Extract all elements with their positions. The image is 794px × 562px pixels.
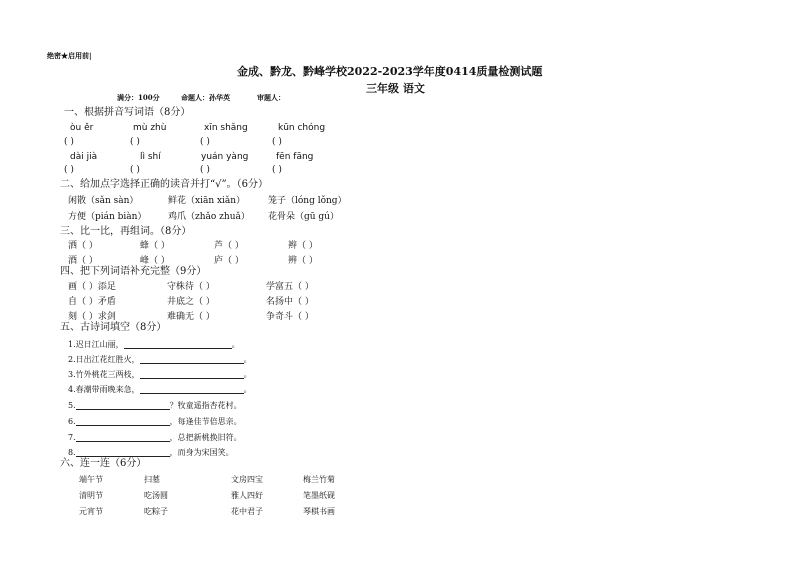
poem-line: 1.迟日江山丽， 。	[68, 340, 240, 349]
q4-item[interactable]: 名扬中（ ）	[266, 297, 314, 307]
poem-blank[interactable]	[140, 355, 244, 364]
q2-item[interactable]: 鸡爪（zhǎo zhuǎ）	[168, 212, 250, 222]
q1-pinyin-7: yuán yàng	[201, 152, 249, 162]
festival-item[interactable]: 端午节	[79, 475, 103, 484]
term-item[interactable]: 雅人四好	[231, 491, 263, 500]
q3-item[interactable]: 庐（ ）	[214, 256, 244, 266]
poem-blank[interactable]	[76, 417, 170, 426]
reviewer-label: 审题人：	[257, 93, 285, 102]
poem-blank[interactable]	[76, 401, 170, 410]
q5-title: 五、古诗词填空（8分）	[60, 322, 167, 333]
q2-item[interactable]: 花骨朵（gū gú）	[268, 212, 339, 222]
q1-answer-box[interactable]: ( )	[130, 165, 140, 175]
poem-line: 7. ，总把新桃换旧符。	[68, 433, 242, 442]
q1-answer-box[interactable]: ( )	[272, 165, 282, 175]
term-item[interactable]: 花中君子	[231, 507, 263, 516]
poem-line: 8. ，而身为宋国笑。	[68, 448, 234, 457]
custom-item[interactable]: 扫墓	[144, 475, 160, 484]
poem-blank[interactable]	[76, 448, 170, 457]
poem-blank[interactable]	[124, 340, 232, 349]
q1-answer-box[interactable]: ( )	[200, 165, 210, 175]
q4-item[interactable]: 刻（ ）求剑	[68, 312, 116, 322]
poem-line: 3.竹外桃花三两枝， 。	[68, 370, 252, 379]
q1-title: 一、根据拼音写词语（8分）	[64, 107, 191, 118]
q1-pinyin-8: fēn fāng	[276, 152, 314, 162]
q1-answer-box[interactable]: ( )	[64, 137, 74, 147]
meaning-item[interactable]: 笔墨纸砚	[303, 491, 335, 500]
q1-answer-box[interactable]: ( )	[130, 137, 140, 147]
festival-item[interactable]: 元宵节	[79, 507, 103, 516]
poem-line: 2.日出江花红胜火， 。	[68, 355, 252, 364]
q1-pinyin-3: xīn shǎng	[204, 123, 248, 133]
poem-blank[interactable]	[140, 370, 244, 379]
q2-item[interactable]: 方便（pián biàn）	[68, 212, 147, 222]
custom-item[interactable]: 吃粽子	[144, 507, 168, 516]
meaning-item[interactable]: 梅兰竹菊	[303, 475, 335, 484]
q2-item[interactable]: 笼子（lóng lǒng）	[268, 196, 347, 206]
q1-pinyin-2: mù zhù	[133, 123, 167, 133]
q6-title: 六、连一连（6分）	[60, 458, 147, 469]
q2-item[interactable]: 鲜花（xiān xiǎn）	[168, 196, 246, 206]
page-title: 金成、黔龙、黔峰学校2022-2023学年度0414质量检测试题	[237, 65, 543, 78]
q2-item[interactable]: 闲散（sǎn sàn）	[68, 196, 139, 206]
q3-item[interactable]: 蜂（ ）	[140, 241, 170, 251]
q1-answer-box[interactable]: ( )	[272, 137, 282, 147]
poem-blank[interactable]	[76, 433, 170, 442]
q3-item[interactable]: 酒（ ）	[68, 256, 98, 266]
poem-line: 6. ，每逢佳节倍思亲。	[68, 417, 242, 426]
grade-subject: 三年级 语文	[366, 82, 425, 95]
q3-item[interactable]: 峰（ ）	[140, 256, 170, 266]
q1-answer-box[interactable]: ( )	[64, 165, 74, 175]
q1-pinyin-1: òu ěr	[70, 123, 94, 133]
q1-pinyin-5: dài jià	[70, 152, 98, 162]
q4-item[interactable]: 难确无（ ）	[167, 312, 215, 322]
poem-line: 5. ？牧童遥指杏花村。	[68, 401, 242, 410]
q4-item[interactable]: 井底之（ ）	[167, 297, 215, 307]
poem-line: 4.春潮带雨晚来急， 。	[68, 385, 252, 394]
q3-item[interactable]: 辫（ ）	[288, 241, 318, 251]
custom-item[interactable]: 吃汤圆	[144, 491, 168, 500]
festival-item[interactable]: 清明节	[79, 491, 103, 500]
q4-title: 四、把下列词语补充完整（9分）	[60, 266, 207, 277]
secret-mark: 绝密★启用前|	[47, 51, 92, 60]
meaning-item[interactable]: 琴棋书画	[303, 507, 335, 516]
setter-label: 命题人：孙华英	[181, 93, 230, 102]
q4-item[interactable]: 争奇斗（ ）	[266, 312, 314, 322]
q1-pinyin-4: kūn chóng	[278, 123, 326, 133]
term-item[interactable]: 文房四宝	[231, 475, 263, 484]
q1-pinyin-6: lì shí	[140, 152, 161, 162]
q3-item[interactable]: 洒（ ）	[68, 241, 98, 251]
q4-item[interactable]: 自（ ）矛盾	[68, 297, 116, 307]
q4-item[interactable]: 守株待（ ）	[167, 282, 215, 292]
q3-item[interactable]: 辨（ ）	[288, 256, 318, 266]
q2-title: 二、给加点字选择正确的读音并打“√”。（6分）	[60, 179, 268, 190]
q3-title: 三、比一比，再组词。（8分）	[60, 226, 192, 237]
q3-item[interactable]: 芦（ ）	[214, 241, 244, 251]
poem-blank[interactable]	[140, 385, 244, 394]
q4-item[interactable]: 学富五（ ）	[266, 282, 314, 292]
score-label: 满分：100分	[117, 93, 160, 102]
q1-answer-box[interactable]: ( )	[200, 137, 210, 147]
q4-item[interactable]: 画（ ）添足	[68, 282, 116, 292]
